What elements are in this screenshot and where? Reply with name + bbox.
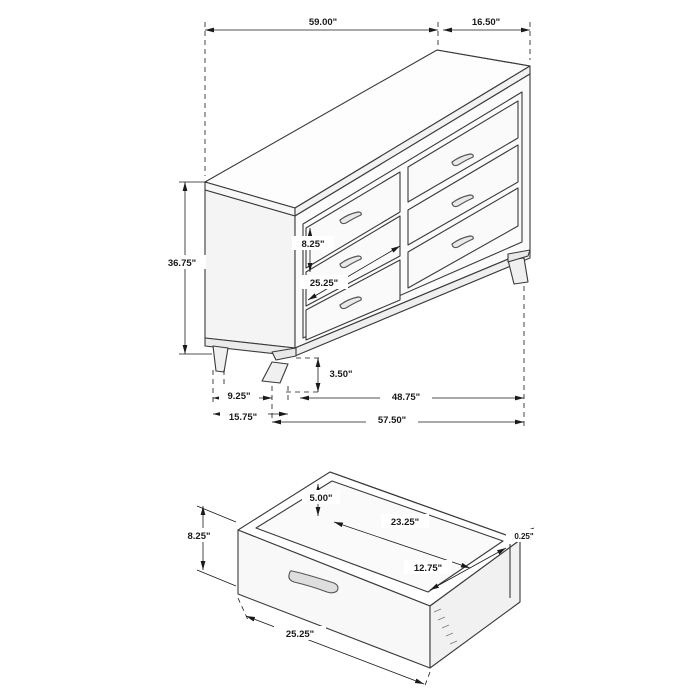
dim-drawer-outer-width: 25.25" <box>285 629 315 640</box>
dim-base-depth: 15.75" <box>228 412 258 423</box>
dim-overall-height: 36.75" <box>167 258 197 269</box>
dimension-lines-leg-height <box>286 358 322 392</box>
dim-drawer-face-width: 25.25" <box>309 278 339 289</box>
leg-back-left <box>213 346 228 372</box>
leg-front-left <box>262 362 288 383</box>
dim-leg-height: 3.50" <box>329 369 353 380</box>
dim-drawer-panel-thickness: 0.25" <box>514 532 534 541</box>
leg-front-right <box>508 258 528 284</box>
ext-drawer-outer-left <box>238 598 248 620</box>
ext-drawer-height-bottom <box>197 570 236 586</box>
dresser-top-view-group <box>205 50 530 383</box>
dim-drawer-interior-side: 12.75" <box>413 563 443 574</box>
dim-drawer-side-height: 8.25" <box>187 531 211 542</box>
dim-drawer-interior-depth: 5.00" <box>309 493 333 504</box>
ext-drawer-outer-right <box>424 672 430 688</box>
dim-drawer-interior-width: 23.25" <box>390 517 420 528</box>
dim-top-depth: 16.50" <box>471 17 501 28</box>
dim-drawer-face-height: 8.25" <box>301 239 325 250</box>
dim-case-width-outer: 57.50" <box>377 415 407 426</box>
dim-leg-inset: 9.25" <box>227 391 251 402</box>
dim-case-width-inner: 48.75" <box>391 392 421 403</box>
dim-top-width: 59.00" <box>308 17 338 28</box>
dresser-left-side-panel <box>205 190 295 348</box>
